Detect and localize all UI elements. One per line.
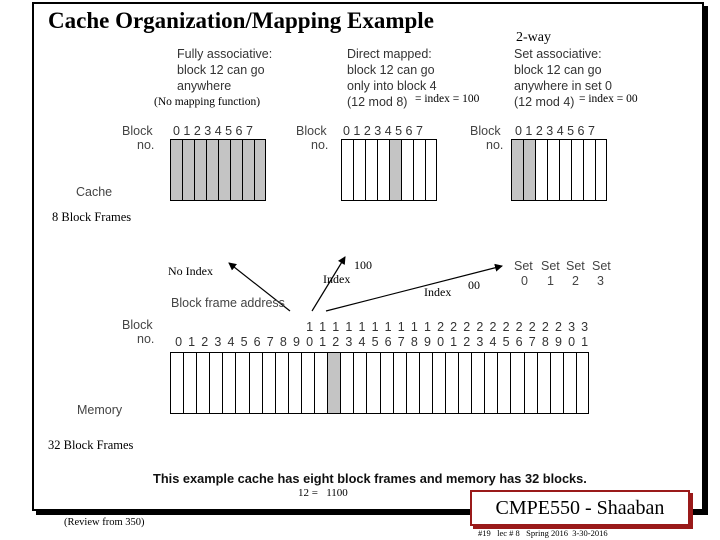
set-associative-description: Set associative: block 12 can go anywhere in set 0 (12 mod 4) (514, 47, 612, 109)
memory-number-tens-digit: 1 (397, 320, 405, 334)
set-label-1: Set (541, 259, 560, 273)
memory-number-tens-digit: 1 (345, 320, 353, 334)
memory-block (196, 352, 209, 414)
memory-number-ones-digit: 3 (214, 335, 222, 349)
memory-number-tens-digit: 3 (568, 320, 576, 334)
memory-block (353, 352, 366, 414)
memory-number-tens-digit: 2 (554, 320, 562, 334)
fully-associative-description: Fully associative: block 12 can go anywhere (177, 47, 273, 93)
memory-number-ones-digit: 8 (279, 335, 287, 349)
no-label-1: no. (137, 138, 155, 152)
memory-number-tens-digit: 2 (476, 320, 484, 334)
memory-no-label: no. (137, 332, 155, 346)
direct-mapped-description: Direct mapped: block 12 can go only into block 4 (12 mod 8) (347, 47, 437, 109)
memory-block (550, 352, 563, 414)
memory-number-ones-digit: 2 (463, 335, 471, 349)
memory-block (340, 352, 353, 414)
memory-block (458, 352, 471, 414)
memory-number-ones-digit: 8 (541, 335, 549, 349)
memory-block (393, 352, 406, 414)
memory-number-tens-digit: 2 (528, 320, 536, 334)
memory-number-tens-digit: 1 (358, 320, 366, 334)
memory-block (445, 352, 458, 414)
no-label-3: no. (486, 138, 504, 152)
cache-label: Cache (76, 185, 113, 199)
memory-number-ones-digit: 7 (266, 335, 274, 349)
memory-number-tens-digit: 2 (450, 320, 458, 334)
memory-frames-label: 32 Block Frames (48, 438, 134, 452)
block-label-1: Block (122, 124, 153, 138)
memory-block (183, 352, 196, 414)
memory-block (406, 352, 419, 414)
set-number-3: 3 (597, 274, 604, 288)
block-label-3: Block (470, 124, 501, 138)
memory-number-ones-digit: 2 (332, 335, 340, 349)
memory-block (301, 352, 314, 414)
index-label-set: Index (424, 285, 452, 299)
memory-block (262, 352, 275, 414)
block-numbers-1: 0 1 2 3 4 5 6 7 (173, 124, 253, 138)
block-label-2: Block (296, 124, 327, 138)
memory-block (524, 352, 537, 414)
memory-block (380, 352, 393, 414)
memory-number-ones-digit: 6 (253, 335, 261, 349)
memory-number-ones-digit: 9 (554, 335, 562, 349)
memory-number-ones-digit: 1 (319, 335, 327, 349)
memory-blocks (170, 352, 589, 414)
memory-block (497, 352, 510, 414)
memory-number-tens-digit: 3 (581, 320, 589, 334)
twelve-binary: 12 = 1100 (298, 487, 348, 499)
memory-number-ones-digit: 9 (292, 335, 300, 349)
memory-number-tens-digit: 2 (463, 320, 471, 334)
set-label-0: Set (514, 259, 533, 273)
memory-block (222, 352, 235, 414)
memory-number-ones-digit: 1 (188, 335, 196, 349)
cache-frames-label: 8 Block Frames (52, 210, 132, 224)
memory-number-tens-digit: 1 (410, 320, 418, 334)
memory-number-ones-digit: 0 (306, 335, 314, 349)
memory-number-ones-digit: 7 (397, 335, 405, 349)
no-index-label: No Index (168, 264, 213, 278)
set-label-2: Set (566, 259, 585, 273)
memory-number-tens-digit: 1 (306, 320, 314, 334)
memory-block (471, 352, 484, 414)
memory-block (209, 352, 222, 414)
memory-number-tens-digit: 2 (489, 320, 497, 334)
memory-number-ones-digit: 3 (345, 335, 353, 349)
memory-block (275, 352, 288, 414)
memory-block (510, 352, 523, 414)
memory-block (563, 352, 576, 414)
memory-block (314, 352, 327, 414)
memory-number-ones-digit: 2 (201, 335, 209, 349)
memory-label: Memory (77, 403, 123, 417)
no-mapping-note: (No mapping function) (154, 96, 261, 108)
memory-number-tens-digit: 2 (541, 320, 549, 334)
page-title: Cache Organization/Mapping Example (48, 8, 434, 33)
memory-number-tens-digit: 1 (332, 320, 340, 334)
index-value-100: 100 (354, 258, 372, 272)
memory-number-ones-digit: 1 (581, 335, 589, 349)
memory-number-ones-digit: 0 (175, 335, 183, 349)
memory-number-tens-digit: 1 (371, 320, 379, 334)
set-number-1: 1 (547, 274, 554, 288)
review-note: (Review from 350) (64, 517, 145, 528)
memory-number-tens-digit: 1 (384, 320, 392, 334)
memory-number-ones-digit: 0 (437, 335, 445, 349)
memory-number-ones-digit: 1 (450, 335, 458, 349)
memory-number-ones-digit: 4 (227, 335, 235, 349)
block-frame-address-label: Block frame address (171, 296, 285, 310)
two-way-label: 2-way (516, 30, 551, 45)
block-numbers-2: 0 1 2 3 4 5 6 7 (343, 124, 423, 138)
memory-block (288, 352, 301, 414)
memory-block (235, 352, 248, 414)
memory-number-tens-digit: 2 (515, 320, 523, 334)
memory-number-ones-digit: 9 (423, 335, 431, 349)
memory-block (366, 352, 379, 414)
no-label-2: no. (311, 138, 329, 152)
memory-number-ones-digit: 5 (371, 335, 379, 349)
memory-block (170, 352, 183, 414)
brand-badge: CMPE550 - Shaaban (470, 490, 690, 526)
memory-number-ones-digit: 7 (528, 335, 536, 349)
memory-number-tens-digit: 1 (319, 320, 327, 334)
memory-number-ones-digit: 4 (489, 335, 497, 349)
memory-number-ones-digit: 4 (358, 335, 366, 349)
block-numbers-3: 0 1 2 3 4 5 6 7 (515, 124, 595, 138)
memory-number-tens-digit: 1 (423, 320, 431, 334)
memory-number-ones-digit: 5 (502, 335, 510, 349)
index-value-00: 00 (468, 278, 480, 292)
footer-text: #19 lec # 8 Spring 2016 3-30-2016 (478, 528, 608, 538)
memory-block-label: Block (122, 318, 153, 332)
memory-block (419, 352, 432, 414)
direct-index-note: = index = 100 (415, 93, 480, 105)
memory-block-12-highlighted (327, 352, 340, 414)
memory-number-ones-digit: 0 (568, 335, 576, 349)
memory-number-ones-digit: 5 (240, 335, 248, 349)
memory-block (249, 352, 262, 414)
caption: This example cache has eight block frames and memory has 32 blocks. (153, 471, 587, 486)
memory-block (576, 352, 589, 414)
memory-number-ones-digit: 3 (476, 335, 484, 349)
set-index-note: = index = 00 (579, 93, 638, 105)
memory-number-tens-digit: 2 (502, 320, 510, 334)
memory-number-ones-digit: 6 (515, 335, 523, 349)
memory-block (484, 352, 497, 414)
set-number-2: 2 (572, 274, 579, 288)
index-label-direct: Index (323, 272, 351, 286)
memory-number-ones-digit: 6 (384, 335, 392, 349)
set-label-3: Set (592, 259, 611, 273)
memory-number-tens-digit: 2 (437, 320, 445, 334)
set-number-0: 0 (521, 274, 528, 288)
memory-block (537, 352, 550, 414)
memory-number-ones-digit: 8 (410, 335, 418, 349)
memory-block (432, 352, 445, 414)
